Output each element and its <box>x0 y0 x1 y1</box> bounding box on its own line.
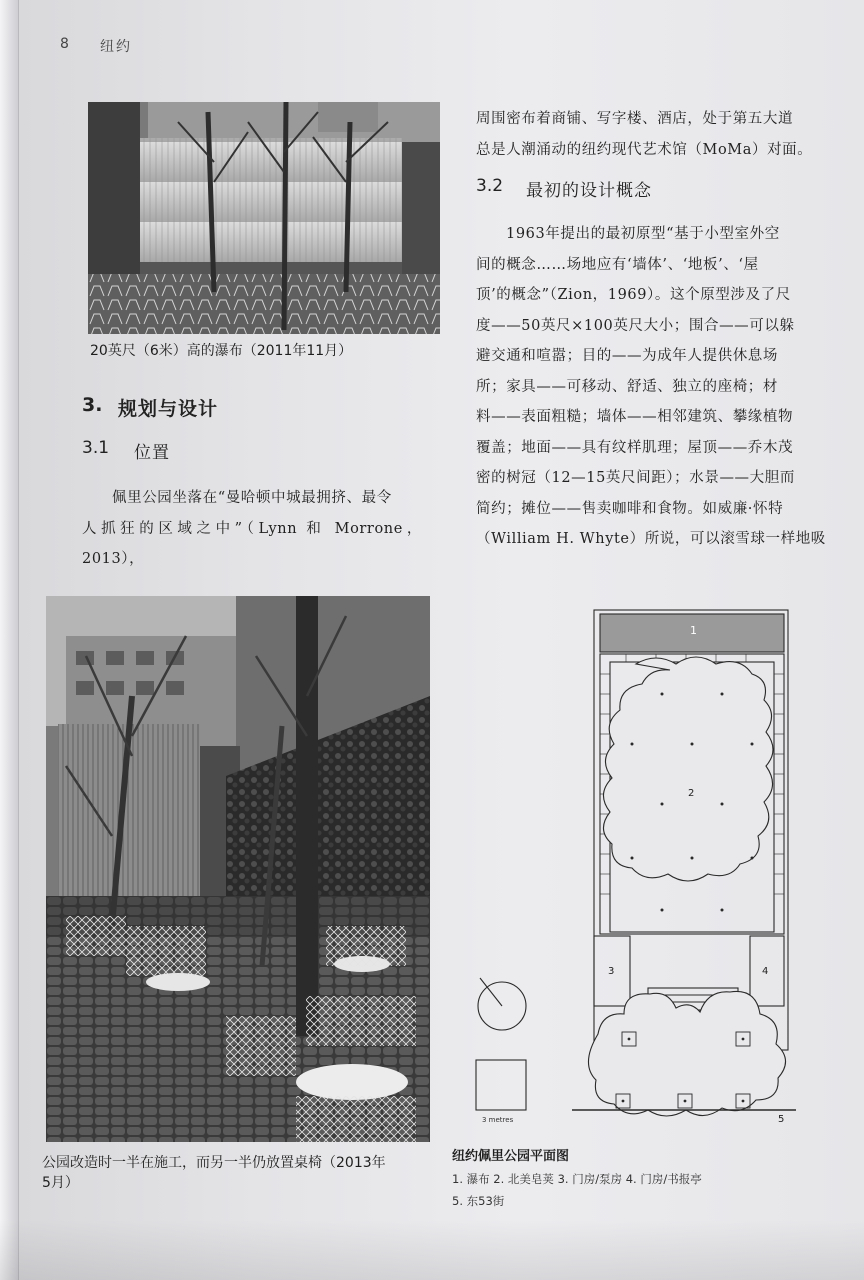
park-renovation-photo <box>46 596 430 1142</box>
renovation-caption-line-1: 公园改造时一半在施工，而另一半仍放置桌椅（2013年 <box>42 1155 386 1171</box>
section-3-1-number: 3.1 <box>82 438 110 458</box>
plan-label-2: 2 <box>688 788 695 799</box>
section-3-2-number: 3.2 <box>476 176 504 196</box>
design-line-11: （William H. Whyte）所说，可以滚雪球一样地吸 <box>476 531 826 547</box>
design-line-3: 顶’的概念”（Zion，1969）。这个原型涉及了尺 <box>476 287 791 303</box>
section-3-1-title: 位置 <box>134 443 170 463</box>
section-3-2-title: 最初的设计概念 <box>526 181 652 201</box>
renovation-photo-caption <box>42 1153 386 1193</box>
location-line-1: 佩里公园坐落在“曼哈顿中城最拥挤、最令 <box>112 490 392 506</box>
context-paragraph <box>476 104 832 165</box>
plan-label-3: 3 <box>608 966 615 977</box>
context-line-1: 周围密布着商铺、写字楼、酒店，处于第五大道 <box>476 111 794 127</box>
site-plan-drawing <box>466 604 806 1144</box>
design-line-8: 覆盖；地面——具有纹样肌理；屋顶——乔木茂 <box>476 439 794 456</box>
site-plan-title: 纽约佩里公园平面图 <box>452 1149 570 1164</box>
site-plan-legend <box>452 1168 702 1212</box>
page-shadow <box>0 1220 864 1280</box>
page-number: 8 <box>60 36 69 52</box>
waterfall-photo-caption: 20英尺（6米）高的瀑布（2011年11月） <box>90 343 353 359</box>
design-line-4: 度——50英尺×100英尺大小；围合——可以躲 <box>476 317 795 334</box>
section-3-number: 3. <box>82 394 103 416</box>
book-spine <box>0 0 19 1280</box>
plan-label-5: 5 <box>778 1114 785 1125</box>
design-line-5: 避交通和喧嚣；目的——为成年人提供休息场 <box>476 348 778 364</box>
section-3-title: 规划与设计 <box>118 398 219 420</box>
renovation-caption-line-2: 5月） <box>42 1175 79 1191</box>
design-line-7: 料——表面粗糙；墙体——相邻建筑、攀缘植物 <box>476 409 794 425</box>
lower-tree-canopy <box>588 991 785 1116</box>
design-line-9: 密的树冠（12—15英尺间距）；水景——大胆而 <box>476 470 795 486</box>
design-line-6: 所；家具——可移动、舒适、独立的座椅；材 <box>476 378 778 395</box>
design-line-2: 间的概念……场地应有‘墙体’、‘地板’、‘屋 <box>476 256 759 273</box>
location-paragraph <box>82 483 422 575</box>
legend-line-1: 1. 瀑布 2. 北美皂荚 3. 门房/泵房 4. 门房/书报亭 <box>452 1172 702 1186</box>
context-line-2: 总是人潮涌动的纽约现代艺术馆（MoMa）对面。 <box>476 141 813 158</box>
location-line-2: 人抓狂的区域之中”（Lynn 和 Morrone，2013）， <box>82 520 422 567</box>
design-line-10: 简约；摊位——售卖咖啡和食物。如威廉·怀特 <box>476 500 784 517</box>
scale-square <box>476 1060 526 1110</box>
tree-canopy <box>603 657 773 881</box>
scale-label: 3 metres <box>482 1116 514 1124</box>
plan-label-1: 1 <box>690 624 697 637</box>
design-concept-paragraph <box>476 219 832 555</box>
plan-label-4: 4 <box>762 966 769 977</box>
design-line-1: 1963年提出的最初原型“基于小型室外空 <box>506 226 780 242</box>
waterfall-photo <box>88 102 440 334</box>
legend-line-2: 5. 东53街 <box>452 1194 505 1208</box>
running-title: 纽约 <box>100 39 132 55</box>
